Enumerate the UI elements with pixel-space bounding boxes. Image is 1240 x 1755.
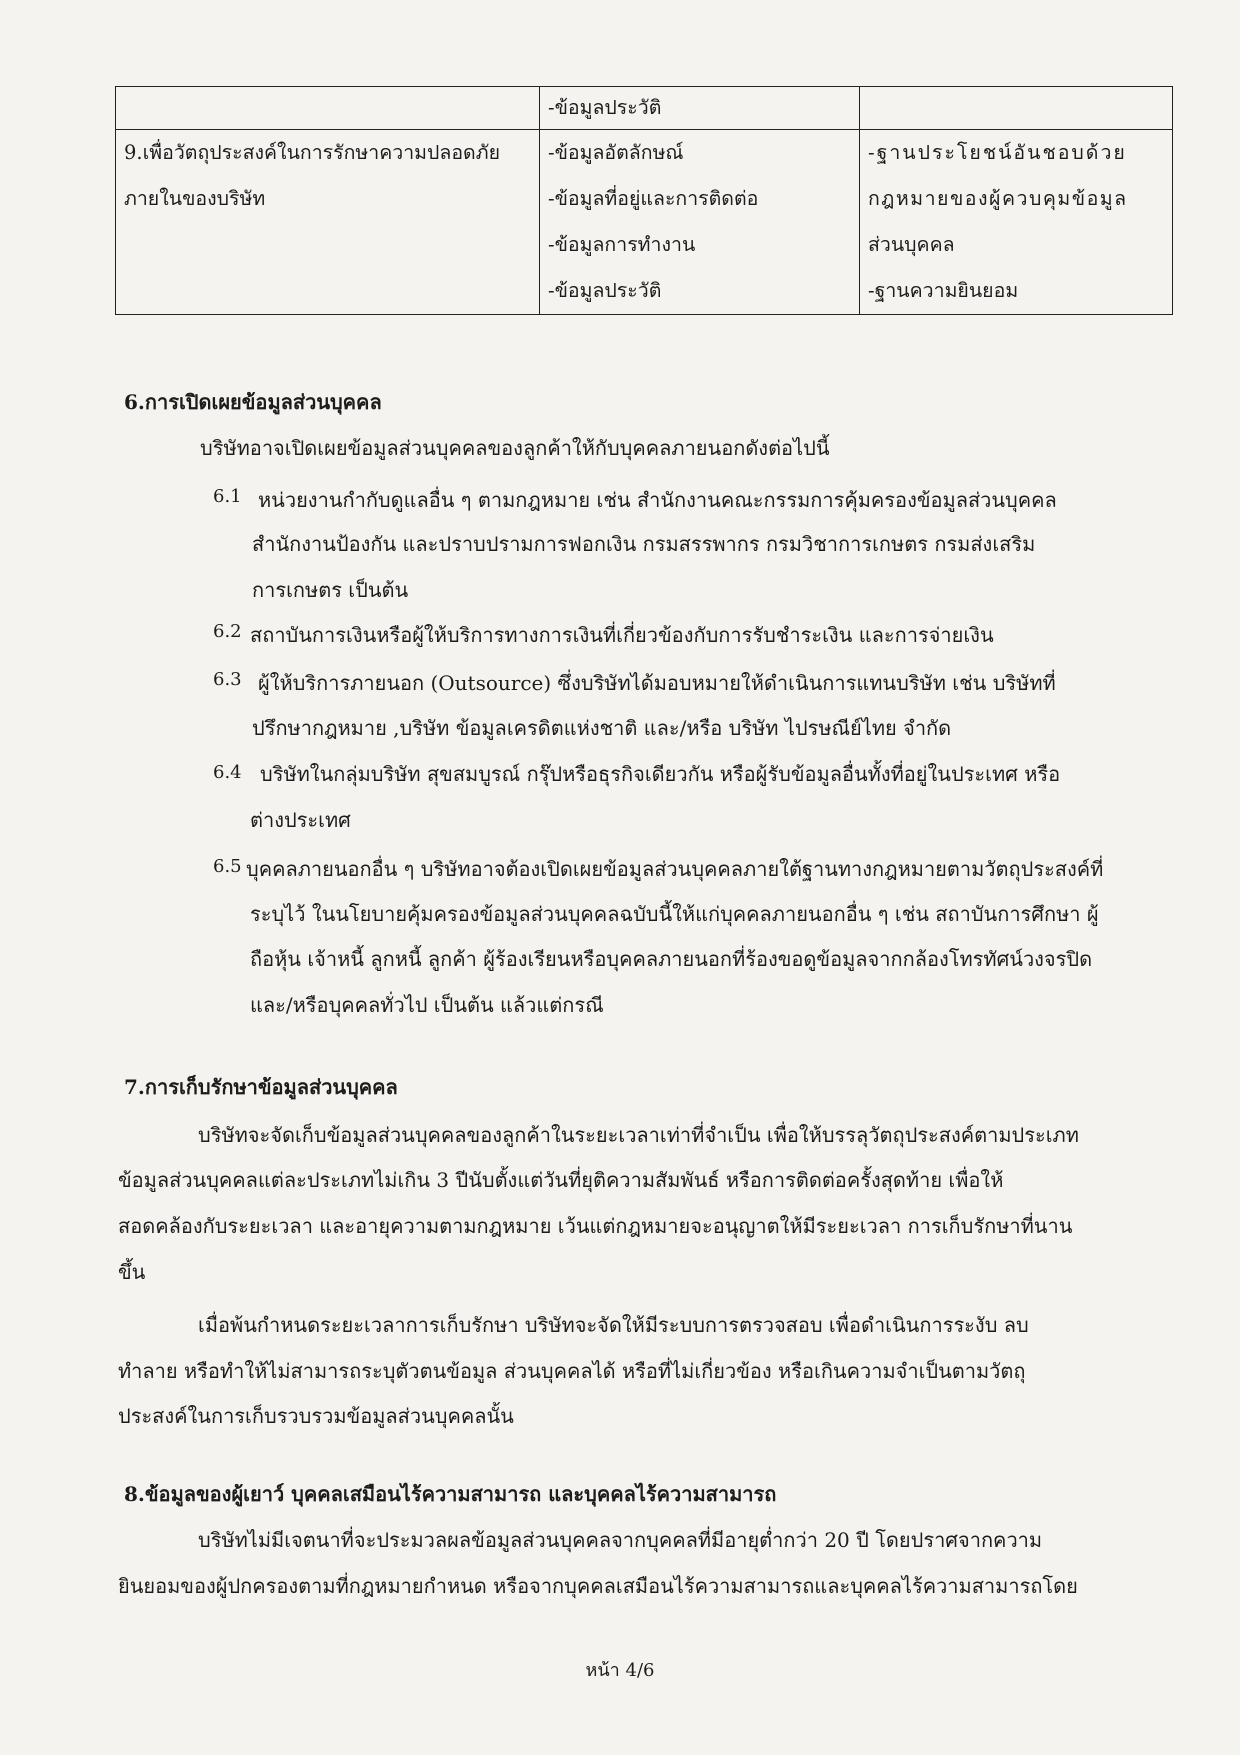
- item-line: สถาบันการเงินหรือผู้ให้บริการทางการเงินที่เกี่ยวข้องกับการรับชำระเงิน และการจ่ายเงิน: [250, 623, 994, 647]
- item-line: ผู้ให้บริการภายนอก (Outsource) ซึ่งบริษัทได้มอบหมายให้ดำเนินการแทนบริษัท เช่น บริษัทที่: [258, 671, 1056, 695]
- section-7-heading: 7.การเก็บรักษาข้อมูลส่วนบุคคล: [124, 1075, 398, 1099]
- paragraph-line: บริษัทจะจัดเก็บข้อมูลส่วนบุคคลของลูกค้าในระยะเวลาเท่าที่จำเป็น เพื่อให้บรรลุวัตถุประสงค์ตามประเภท: [198, 1123, 1079, 1147]
- table-cell-legal-basis: [860, 87, 1173, 130]
- paragraph-line: ประสงค์ในการเก็บรวบรวมข้อมูลส่วนบุคคลนั้น: [118, 1404, 514, 1428]
- item-line: ระบุไว้ ในนโยบายคุ้มครองข้อมูลส่วนบุคคลฉบับนี้ให้แก่บุคคลภายนอกอื่น ๆ เช่น สถาบันการศึกษา ผู้: [250, 902, 1099, 926]
- purpose-line: ภายในของบริษัท: [124, 187, 266, 210]
- paragraph-line: ขึ้น: [118, 1260, 146, 1284]
- item-number: 6.5: [213, 856, 242, 877]
- table-cell-data-types: -ข้อมูลประวัติ: [540, 87, 860, 130]
- paragraph-line: ข้อมูลส่วนบุคคลแต่ละประเภทไม่เกิน 3 ปีนับตั้งแต่วันที่ยุติความสัมพันธ์ หรือการติดต่อครั้งสุดท้าย เพื่อให้: [118, 1168, 1004, 1192]
- legal-basis-line: ส่วนบุคคล: [868, 233, 955, 256]
- item-line: ปรึกษากฎหมาย ,บริษัท ข้อมูลเครดิตแห่งชาติ และ/หรือ บริษัท ไปรษณีย์ไทย จำกัด: [252, 716, 952, 740]
- table-cell-legal-basis: [860, 130, 1173, 315]
- legal-basis-line: กฎหมายของผู้ควบคุมข้อมูล: [868, 187, 1128, 210]
- paragraph-line: ทำลาย หรือทำให้ไม่สามารถระบุตัวตนข้อมูล ส่วนบุคคลได้ หรือที่ไม่เกี่ยวข้อง หรือเกินความจำเป็นตามวัตถุ: [118, 1359, 1026, 1383]
- item-line: บริษัทในกลุ่มบริษัท สุขสมบูรณ์ กรุ๊ปหรือธุรกิจเดียวกัน หรือผู้รับข้อมูลอื่นทั้งที่อยู่ในประเทศ หรือ: [260, 762, 1061, 786]
- page-number: หน้า 4/6: [585, 1660, 655, 1681]
- purpose-line: 9.เพื่อวัตถุประสงค์ในการรักษาความปลอดภัย: [124, 141, 500, 164]
- purpose-table: [115, 86, 1173, 315]
- legal-basis-line: -ฐานประโยชน์อันชอบด้วย: [868, 141, 1127, 164]
- paragraph-line: สอดคล้องกับระยะเวลา และอายุความตามกฎหมาย เว้นแต่กฎหมายจะอนุญาตให้มีระยะเวลา การเก็บรักษาที่นาน: [118, 1214, 1073, 1238]
- item-line: การเกษตร เป็นต้น: [252, 578, 409, 602]
- item-line: บุคคลภายนอกอื่น ๆ บริษัทอาจต้องเปิดเผยข้อมูลส่วนบุคคลภายใต้ฐานทางกฎหมายตามวัตถุประสงค์ที่: [246, 857, 1104, 881]
- section-6-heading: 6.การเปิดเผยข้อมูลส่วนบุคคล: [124, 390, 382, 414]
- paragraph-line: ยินยอมของผู้ปกครองตามที่กฎหมายกำหนด หรือจากบุคคลเสมือนไร้ความสามารถและบุคคลไร้ความสามารถโดย: [118, 1574, 1078, 1598]
- legal-basis-line: -ฐานความยินยอม: [868, 279, 1019, 302]
- item-number: 6.3: [213, 669, 242, 690]
- item-number: 6.4: [213, 762, 242, 783]
- data-type-line: -ข้อมูลการทำงาน: [548, 233, 696, 256]
- table-cell-purpose: [116, 130, 540, 315]
- item-line: ต่างประเทศ: [250, 808, 351, 832]
- table-row: [116, 130, 1173, 315]
- item-line: ถือหุ้น เจ้าหนี้ ลูกหนี้ ลูกค้า ผู้ร้องเรียนหรือบุคคลภายนอกที่ร้องขอดูข้อมูลจากกล้องโทรทัศน์วงจรปิด: [250, 947, 1093, 971]
- table-row: [116, 87, 1173, 130]
- item-number: 6.1: [213, 486, 242, 507]
- item-line: สำนักงานป้องกัน และปราบปรามการฟอกเงิน กรมสรรพากร กรมวิชาการเกษตร กรมส่งเสริม: [252, 532, 1036, 556]
- item-line: และ/หรือบุคคลทั่วไป เป็นต้น แล้วแต่กรณี: [250, 993, 604, 1017]
- item-number: 6.2: [213, 621, 242, 642]
- paragraph-line: เมื่อพ้นกำหนดระยะเวลาการเก็บรักษา บริษัทจะจัดให้มีระบบการตรวจสอบ เพื่อดำเนินการระงับ ลบ: [198, 1313, 1029, 1337]
- data-type-line: -ข้อมูลประวัติ: [548, 279, 662, 302]
- section-8-heading: 8.ข้อมูลของผู้เยาว์ บุคคลเสมือนไร้ความสามารถ และบุคคลไร้ความสามารถ: [124, 1482, 777, 1506]
- data-type-line: -ข้อมูลที่อยู่และการติดต่อ: [548, 187, 759, 210]
- data-type-line: -ข้อมูลอัตลักษณ์: [548, 141, 684, 164]
- paragraph-line: บริษัทไม่มีเจตนาที่จะประมวลผลข้อมูลส่วนบุคคลจากบุคคลที่มีอายุต่ำกว่า 20 ปี โดยปราศจากความ: [198, 1528, 1043, 1552]
- table-cell-data-types: [540, 130, 860, 315]
- section-6-intro: บริษัทอาจเปิดเผยข้อมูลส่วนบุคคลของลูกค้าให้กับบุคคลภายนอกดังต่อไปนี้: [200, 436, 830, 460]
- item-line: หน่วยงานกำกับดูแลอื่น ๆ ตามกฎหมาย เช่น สำนักงานคณะกรรมการคุ้มครองข้อมูลส่วนบุคคล: [258, 488, 1057, 512]
- table-cell-purpose: [116, 87, 540, 130]
